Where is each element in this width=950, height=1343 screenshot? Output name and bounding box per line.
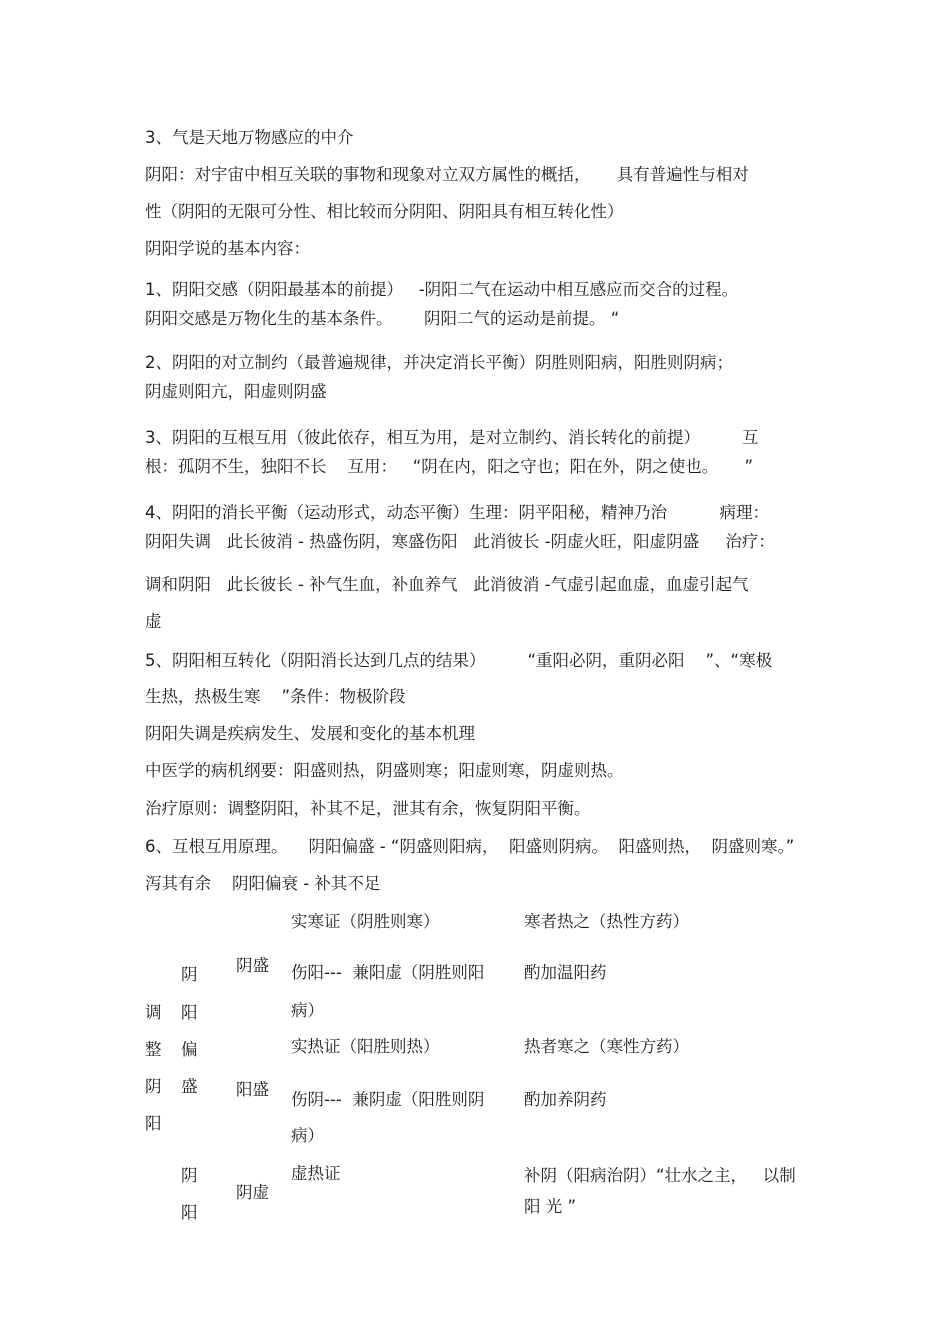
- table-cell: 阴: [145, 1077, 162, 1096]
- table-cell: 实热证（阳胜则热）: [291, 1037, 440, 1056]
- table-cell: 病）: [291, 1126, 324, 1145]
- text-line: 泻其有余 阴阳偏衰 - 补其不足: [145, 874, 381, 893]
- text-line: 生热，热极生寒 ”条件：物极阶段: [145, 687, 406, 706]
- text-line: 阴虚则阳亢，阳虚则阴盛: [145, 382, 327, 401]
- text-line: 阴阳学说的基本内容：: [145, 239, 310, 258]
- table-cell: 酌加温阳药: [524, 963, 607, 982]
- table-cell: 阳 光 ”: [524, 1197, 577, 1216]
- text-line: 调和阴阳 此长彼长 - 补气生血，补血养气 此消彼消 -气虚引起血虚，血虚引起气: [145, 575, 749, 594]
- table-cell: 阳盛: [236, 1080, 269, 1099]
- table-cell: 调: [145, 1003, 162, 1022]
- text-line: 1、阴阳交感（阴阳最基本的前提） -阴阳二气在运动中相互感应而交合的过程。: [145, 280, 739, 299]
- text-line: 性（阴阳的无限可分性、相比较而分阴阳、阴阳具有相互转化性）: [145, 202, 624, 221]
- table-cell: 伤阴--- 兼阴虚（阳胜则阴: [291, 1090, 485, 1109]
- text-line: 2、阴阳的对立制约（最普遍规律，并决定消长平衡）阴胜则阳病，阳胜则阴病；: [145, 353, 733, 372]
- table-cell: 阳: [145, 1114, 162, 1133]
- text-line: 阴阳：对宇宙中相互关联的事物和现象对立双方属性的概括， 具有普遍性与相对: [145, 165, 749, 184]
- table-cell: 伤阳--- 兼阳虚（阴胜则阳: [291, 963, 485, 982]
- table-cell: 实寒证（阴胜则寒）: [291, 912, 440, 931]
- text-line: 6、互根互用原理。 阴阳偏盛 - “阴盛则阳病， 阳盛则阴病。 阳盛则热， 阴盛则寒。”: [145, 837, 795, 856]
- text-line: 阴阳交感是万物化生的基本条件。 阴阳二气的运动是前提。 “: [145, 309, 620, 328]
- text-line: 4、阴阳的消长平衡（运动形式，动态平衡）生理：阴平阳秘，精神乃治 病理：: [145, 503, 769, 522]
- text-line: 治疗原则：调整阴阳，补其不足，泄其有余，恢复阴阳平衡。: [145, 799, 591, 818]
- table-cell: 热者寒之（寒性方药）: [524, 1037, 689, 1056]
- table-cell: 阴: [181, 1166, 198, 1185]
- table-cell: 病）: [291, 1001, 324, 1020]
- text-line: 阴阳失调 此长彼消 - 热盛伤阴，寒盛伤阳 此消彼长 -阴虚火旺，阳虚阴盛 治疗：: [145, 532, 775, 551]
- table-cell: 酌加养阴药: [524, 1090, 607, 1109]
- table-cell: 阴盛: [236, 956, 269, 975]
- table-cell: 阳: [181, 1203, 198, 1222]
- text-line: 中医学的病机纲要：阳盛则热，阴盛则寒；阳虚则寒，阴虚则热。: [145, 761, 624, 780]
- table-cell: 补阴（阳病治阴）“壮水之主， 以制: [524, 1166, 796, 1185]
- table-cell: 虚热证: [291, 1164, 341, 1183]
- table-cell: 偏: [181, 1040, 198, 1059]
- text-line: 5、阴阳相互转化（阴阳消长达到几点的结果） “重阳必阴，重阴必阳 ”、“寒极: [145, 651, 773, 670]
- table-cell: 寒者热之（热性方药）: [524, 912, 689, 931]
- text-line: 3、气是天地万物感应的中介: [145, 128, 354, 147]
- table-cell: 阴: [181, 965, 198, 984]
- text-line: 阴阳失调是疾病发生、发展和变化的基本机理: [145, 724, 475, 743]
- text-line: 根：孤阴不生，独阳不长 互用： “阴在内，阳之守也；阳在外，阴之使也。 ”: [145, 457, 754, 476]
- text-line: 3、阴阳的互根互用（彼此依存，相互为用，是对立制约、消长转化的前提） 互: [145, 428, 759, 447]
- text-line: 虚: [145, 612, 162, 631]
- table-cell: 盛: [181, 1077, 198, 1096]
- table-cell: 阴虚: [236, 1183, 269, 1202]
- table-cell: 阳: [181, 1003, 198, 1022]
- table-cell: 整: [145, 1040, 162, 1059]
